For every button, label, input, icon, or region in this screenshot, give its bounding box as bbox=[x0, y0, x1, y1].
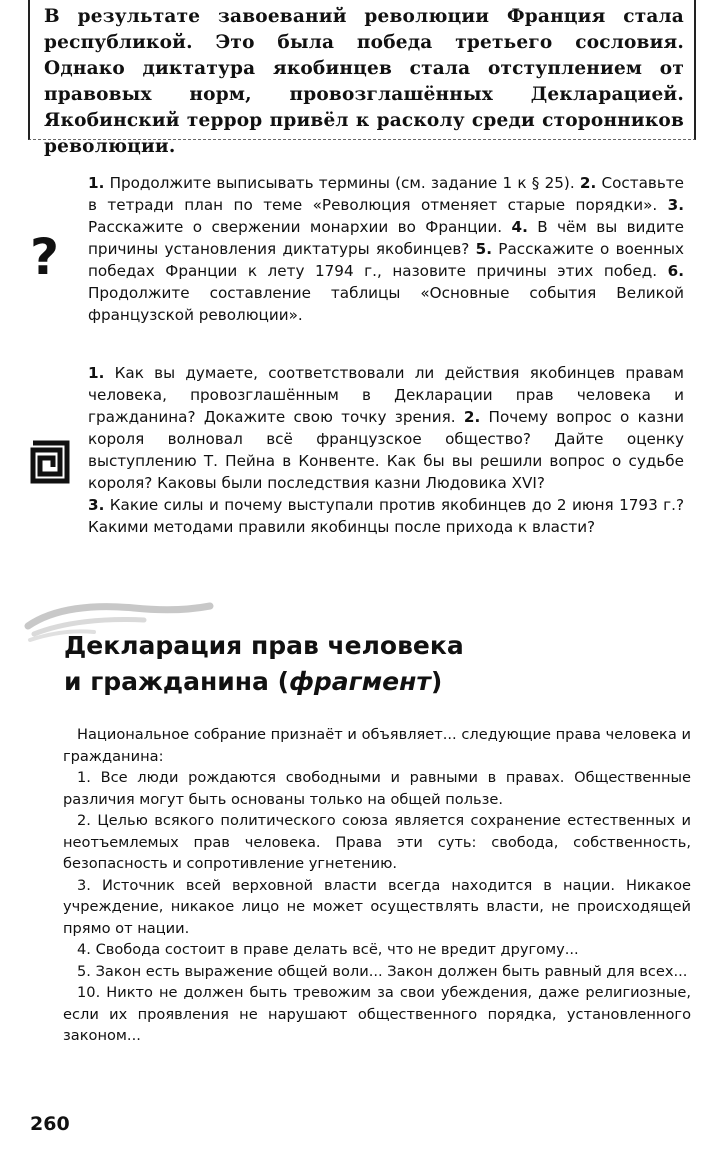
declaration-article: 5. Закон есть выражение общей воли... Закон должен быть равный для всех... bbox=[77, 962, 688, 980]
task-text: Какие силы и почему выступали против якобинцев до 2 июня 1793 г.? Какими методами правили якобинцы после прихода к власти? bbox=[88, 496, 684, 536]
page-number: 260 bbox=[30, 1113, 70, 1135]
declaration-article: 2. Целью всякого политического союза является сохранение естественных и неотъемлемых прав человека. Права эти суть: свобода, собственность, безопасность и сопротивление угнетению. bbox=[63, 812, 691, 872]
task-num: 1. bbox=[88, 364, 105, 382]
declaration-article: 3. Источник всей верховной власти всегда находится в нации. Никакое учреждение, никакое лицо не может осуществлять власти, не происходящей прямо от нации. bbox=[63, 876, 691, 937]
question-text: Расскажите о военных победах Франции к лету 1794 г., назовите причины этих побед. bbox=[88, 240, 685, 280]
question-text: Расскажите о свержении монархии во Франции. bbox=[88, 218, 512, 236]
declaration-intro: Национальное собрание признаёт и объявляет... следующие права человека и гражданина: bbox=[63, 726, 691, 765]
question-num: 2. bbox=[579, 174, 597, 192]
declaration-article: 4. Свобода состоит в праве делать всё, что не вредит другому... bbox=[77, 941, 579, 958]
declaration-body bbox=[63, 724, 691, 1047]
question-text: Продолжите выписывать термины (см. задание 1 к § 25). bbox=[104, 174, 580, 192]
question-num: 6. bbox=[667, 262, 684, 280]
question-num: 1. bbox=[88, 174, 105, 192]
spiral-icon bbox=[30, 440, 70, 488]
tasks-block bbox=[88, 362, 684, 538]
questions-block bbox=[88, 172, 684, 326]
question-num: 4. bbox=[511, 218, 528, 236]
summary-box bbox=[28, 0, 696, 157]
task-text: Как вы думаете, соответствовали ли действия якобинцев правам человека, провозглашённым в Декларации прав человека и гражданина? Докажите свою точку зрения. bbox=[88, 364, 684, 426]
declaration-article: 10. Никто не должен быть тревожим за свои убеждения, даже религиозные, если их проявления не нарушают общественного порядка, установленного законом... bbox=[63, 984, 691, 1044]
declaration-title bbox=[64, 628, 464, 700]
task-num: 3. bbox=[88, 496, 105, 514]
declaration-title-fragment: фрагмент bbox=[289, 667, 431, 696]
question-num: 5. bbox=[475, 240, 493, 258]
declaration-title-end: ) bbox=[430, 667, 443, 696]
question-text: Составьте в тетради план по теме «Революция отменяет старые порядки». bbox=[88, 174, 684, 214]
question-text: Продолжите составление таблицы «Основные события Великой французской революции». bbox=[88, 284, 684, 324]
question-mark-icon: ? bbox=[30, 228, 60, 286]
questions-text bbox=[88, 172, 684, 326]
declaration-article: 1. Все люди рождаются свободными и равными в правах. Общественные различия могут быть основаны только на общей пользе. bbox=[63, 769, 691, 808]
declaration-title-line1: Декларация прав человека bbox=[64, 631, 464, 660]
summary-text: В результате завоеваний революции Франция стала республикой. Это была победа третьего сословия. Однако диктатура якобинцев стала отступлением от правовых норм, провозглашённых Декларацией. Якобинский террор привёл к расколу среди сторонников революции. bbox=[44, 6, 684, 157]
question-text: В чём вы видите причины установления диктатуры якобинцев? bbox=[88, 218, 684, 258]
task-num: 2. bbox=[463, 408, 481, 426]
question-num: 3. bbox=[667, 196, 684, 214]
tasks-text bbox=[88, 362, 684, 538]
task-text: Почему вопрос о казни короля волновал всё французское общество? Дайте оценку выступлению Т. Пейна в Конвенте. Как бы вы решили вопрос о судьбе короля? Каковы были последствия казни Людовика XVI? bbox=[88, 408, 684, 492]
declaration-title-line2: и гражданина ( bbox=[64, 667, 290, 696]
